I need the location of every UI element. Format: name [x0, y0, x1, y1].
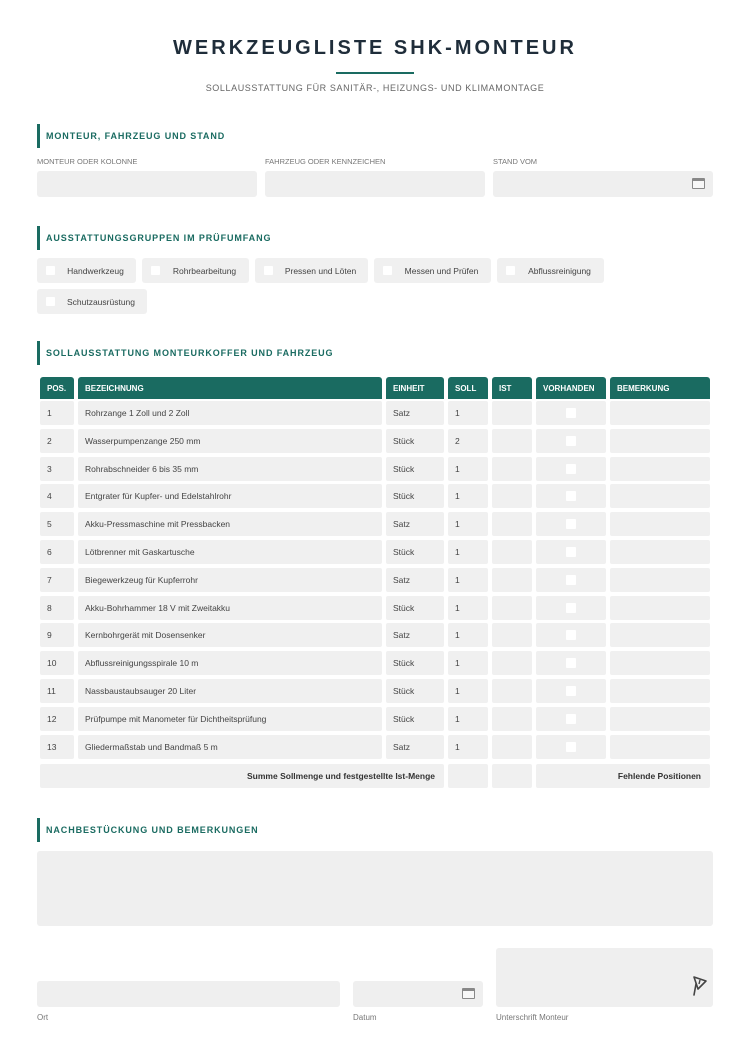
- cell-soll: 1: [448, 484, 488, 508]
- vorhanden-checkbox[interactable]: [566, 408, 576, 418]
- cell-bemerkung[interactable]: [610, 484, 710, 508]
- page-title: WERKZEUGLISTE SHK-MONTEUR: [173, 37, 577, 59]
- cell-bezeichnung: Prüfpumpe mit Manometer für Dichtheitsprüfung: [78, 707, 382, 731]
- col-header-soll: SOLL: [448, 377, 488, 399]
- cell-bemerkung[interactable]: [610, 401, 710, 425]
- cell-bezeichnung: Gliedermaßstab und Bandmaß 5 m: [78, 735, 382, 759]
- cell-einheit: Stück: [386, 596, 444, 620]
- cell-soll: 1: [448, 651, 488, 675]
- cell-ist[interactable]: [492, 457, 532, 481]
- vorhanden-checkbox[interactable]: [566, 714, 576, 724]
- calendar-icon[interactable]: [692, 178, 705, 189]
- section-heading-table: SOLLAUSSTATTUNG MONTEURKOFFER UND FAHRZEUG: [37, 341, 333, 365]
- group-option-label: Abflussreinigung: [528, 265, 591, 276]
- cell-soll: 2: [448, 429, 488, 453]
- cell-vorhanden: [536, 651, 606, 675]
- cell-bemerkung[interactable]: [610, 596, 710, 620]
- cell-soll: 1: [448, 735, 488, 759]
- checkbox[interactable]: [264, 266, 273, 275]
- cell-pos: 11: [40, 679, 74, 703]
- signature-pen-icon: [692, 975, 708, 999]
- cell-soll: 1: [448, 623, 488, 647]
- page-subtitle: SOLLAUSSTATTUNG FÜR SANITÄR-, HEIZUNGS- UND KLIMAMONTAGE: [205, 83, 545, 93]
- cell-ist[interactable]: [492, 484, 532, 508]
- col-header-vorhanden: VORHANDEN: [536, 377, 606, 399]
- cell-vorhanden: [536, 429, 606, 453]
- cell-soll: 1: [448, 707, 488, 731]
- cell-einheit: Stück: [386, 484, 444, 508]
- cell-bezeichnung: Rohrabschneider 6 bis 35 mm: [78, 457, 382, 481]
- cell-ist[interactable]: [492, 707, 532, 731]
- cell-bemerkung[interactable]: [610, 512, 710, 536]
- fahrzeug-label: FAHRZEUG ODER KENNZEICHEN: [265, 157, 386, 166]
- vorhanden-checkbox[interactable]: [566, 491, 576, 501]
- cell-einheit: Satz: [386, 568, 444, 592]
- section-heading-monteur: MONTEUR, FAHRZEUG UND STAND: [37, 124, 225, 148]
- cell-soll: 1: [448, 512, 488, 536]
- cell-einheit: Stück: [386, 429, 444, 453]
- title-underline: [336, 72, 414, 74]
- cell-bemerkung[interactable]: [610, 540, 710, 564]
- stand-date-field[interactable]: [493, 171, 713, 197]
- cell-soll: 1: [448, 401, 488, 425]
- group-option-rohrbearbeitung[interactable]: [142, 258, 249, 283]
- cell-einheit: Stück: [386, 707, 444, 731]
- sum-label-cell: Summe Sollmenge und festgestellte Ist-Menge: [40, 764, 444, 788]
- cell-ist[interactable]: [492, 735, 532, 759]
- section-heading-notes: NACHBESTÜCKUNG UND BEMERKUNGEN: [37, 818, 259, 842]
- group-option-messen-pruefen[interactable]: [374, 258, 491, 283]
- col-header-bemerkung: BEMERKUNG: [610, 377, 710, 399]
- cell-einheit: Satz: [386, 735, 444, 759]
- cell-soll: 1: [448, 568, 488, 592]
- cell-bezeichnung: Entgrater für Kupfer- und Edelstahlrohr: [78, 484, 382, 508]
- cell-ist[interactable]: [492, 401, 532, 425]
- cell-bezeichnung: Lötbrenner mit Gaskartusche: [78, 540, 382, 564]
- cell-pos: 8: [40, 596, 74, 620]
- cell-ist[interactable]: [492, 596, 532, 620]
- signature-label: Unterschrift Monteur: [496, 1013, 569, 1022]
- vorhanden-checkbox[interactable]: [566, 742, 576, 752]
- cell-ist[interactable]: [492, 568, 532, 592]
- cell-pos: 5: [40, 512, 74, 536]
- group-option-schutzausruestung[interactable]: [37, 289, 147, 314]
- group-option-pressen-loeten[interactable]: [255, 258, 368, 283]
- cell-vorhanden: [536, 623, 606, 647]
- group-option-label: Schutzausrüstung: [66, 296, 136, 307]
- checkbox[interactable]: [506, 266, 515, 275]
- fahrzeug-field[interactable]: [265, 171, 485, 197]
- cell-pos: 9: [40, 623, 74, 647]
- monteur-label: MONTEUR ODER KOLONNE: [37, 157, 138, 166]
- cell-vorhanden: [536, 707, 606, 731]
- group-option-label: Messen und Prüfen: [404, 265, 479, 276]
- group-option-label: Pressen und Löten: [284, 265, 357, 276]
- cell-pos: 6: [40, 540, 74, 564]
- vorhanden-checkbox[interactable]: [566, 464, 576, 474]
- cell-soll: 1: [448, 596, 488, 620]
- cell-pos: 13: [40, 735, 74, 759]
- group-option-label: Rohrbearbeitung: [172, 265, 237, 276]
- checkbox[interactable]: [383, 266, 392, 275]
- cell-pos: 7: [40, 568, 74, 592]
- cell-ist[interactable]: [492, 623, 532, 647]
- cell-vorhanden: [536, 540, 606, 564]
- cell-bemerkung[interactable]: [610, 679, 710, 703]
- cell-soll: 1: [448, 540, 488, 564]
- cell-einheit: Stück: [386, 651, 444, 675]
- cell-soll: 1: [448, 679, 488, 703]
- group-option-handwerkzeug[interactable]: [37, 258, 136, 283]
- notes-textarea[interactable]: [37, 851, 713, 926]
- cell-vorhanden: [536, 568, 606, 592]
- cell-bezeichnung: Nassbaustaubsauger 20 Liter: [78, 679, 382, 703]
- cell-einheit: Stück: [386, 540, 444, 564]
- cell-vorhanden: [536, 484, 606, 508]
- vorhanden-checkbox[interactable]: [566, 603, 576, 613]
- cell-einheit: Stück: [386, 457, 444, 481]
- stand-label: STAND VOM: [493, 157, 538, 166]
- ort-label: Ort: [37, 1013, 49, 1022]
- cell-bemerkung[interactable]: [610, 707, 710, 731]
- cell-vorhanden: [536, 512, 606, 536]
- vorhanden-checkbox[interactable]: [566, 630, 576, 640]
- cell-ist[interactable]: [492, 429, 532, 453]
- vorhanden-checkbox[interactable]: [566, 436, 576, 446]
- vorhanden-checkbox[interactable]: [566, 547, 576, 557]
- group-option-label: Handwerkzeug: [67, 265, 124, 276]
- monteur-field[interactable]: [37, 171, 257, 197]
- cell-bemerkung[interactable]: [610, 651, 710, 675]
- col-header-einheit: EINHEIT: [386, 377, 444, 399]
- cell-bemerkung[interactable]: [610, 429, 710, 453]
- cell-ist[interactable]: [492, 540, 532, 564]
- col-header-ist: IST: [492, 377, 532, 399]
- cell-einheit: Satz: [386, 512, 444, 536]
- sum-ist-cell[interactable]: [492, 764, 532, 788]
- vorhanden-checkbox[interactable]: [566, 686, 576, 696]
- cell-soll: 1: [448, 457, 488, 481]
- section-heading-groups: AUSSTATTUNGSGRUPPEN IM PRÜFUMFANG: [37, 226, 271, 250]
- cell-bemerkung[interactable]: [610, 568, 710, 592]
- cell-bezeichnung: Rohrzange 1 Zoll und 2 Zoll: [78, 401, 382, 425]
- cell-ist[interactable]: [492, 651, 532, 675]
- col-header-bezeichnung: BEZEICHNUNG: [78, 377, 382, 399]
- cell-vorhanden: [536, 679, 606, 703]
- cell-vorhanden: [536, 735, 606, 759]
- cell-einheit: Satz: [386, 623, 444, 647]
- cell-pos: 4: [40, 484, 74, 508]
- cell-pos: 1: [40, 401, 74, 425]
- signature-field[interactable]: [496, 948, 713, 1007]
- cell-bezeichnung: Biegewerkzeug für Kupferrohr: [78, 568, 382, 592]
- cell-pos: 3: [40, 457, 74, 481]
- datum-label: Datum: [353, 1013, 377, 1022]
- cell-bezeichnung: Wasserpumpenzange 250 mm: [78, 429, 382, 453]
- cell-vorhanden: [536, 401, 606, 425]
- cell-bezeichnung: Kernbohrgerät mit Dosensenker: [78, 623, 382, 647]
- checkbox[interactable]: [46, 266, 55, 275]
- cell-bezeichnung: Akku-Bohrhammer 18 V mit Zweitakku: [78, 596, 382, 620]
- checkbox[interactable]: [151, 266, 160, 275]
- cell-einheit: Satz: [386, 401, 444, 425]
- cell-ist[interactable]: [492, 512, 532, 536]
- vorhanden-checkbox[interactable]: [566, 658, 576, 668]
- sum-soll-cell: [448, 764, 488, 788]
- cell-bemerkung[interactable]: [610, 623, 710, 647]
- vorhanden-checkbox[interactable]: [566, 519, 576, 529]
- cell-bezeichnung: Akku-Pressmaschine mit Pressbacken: [78, 512, 382, 536]
- cell-ist[interactable]: [492, 679, 532, 703]
- missing-positions-cell: Fehlende Positionen: [536, 764, 710, 788]
- cell-pos: 12: [40, 707, 74, 731]
- group-option-abflussreinigung[interactable]: [497, 258, 604, 283]
- ort-field[interactable]: [37, 981, 340, 1007]
- cell-bemerkung[interactable]: [610, 457, 710, 481]
- cell-vorhanden: [536, 596, 606, 620]
- cell-pos: 2: [40, 429, 74, 453]
- cell-vorhanden: [536, 457, 606, 481]
- calendar-icon[interactable]: [462, 988, 475, 999]
- checkbox[interactable]: [46, 297, 55, 306]
- col-header-pos: POS.: [40, 377, 74, 399]
- cell-bemerkung[interactable]: [610, 735, 710, 759]
- cell-bezeichnung: Abflussreinigungsspirale 10 m: [78, 651, 382, 675]
- cell-einheit: Stück: [386, 679, 444, 703]
- vorhanden-checkbox[interactable]: [566, 575, 576, 585]
- cell-pos: 10: [40, 651, 74, 675]
